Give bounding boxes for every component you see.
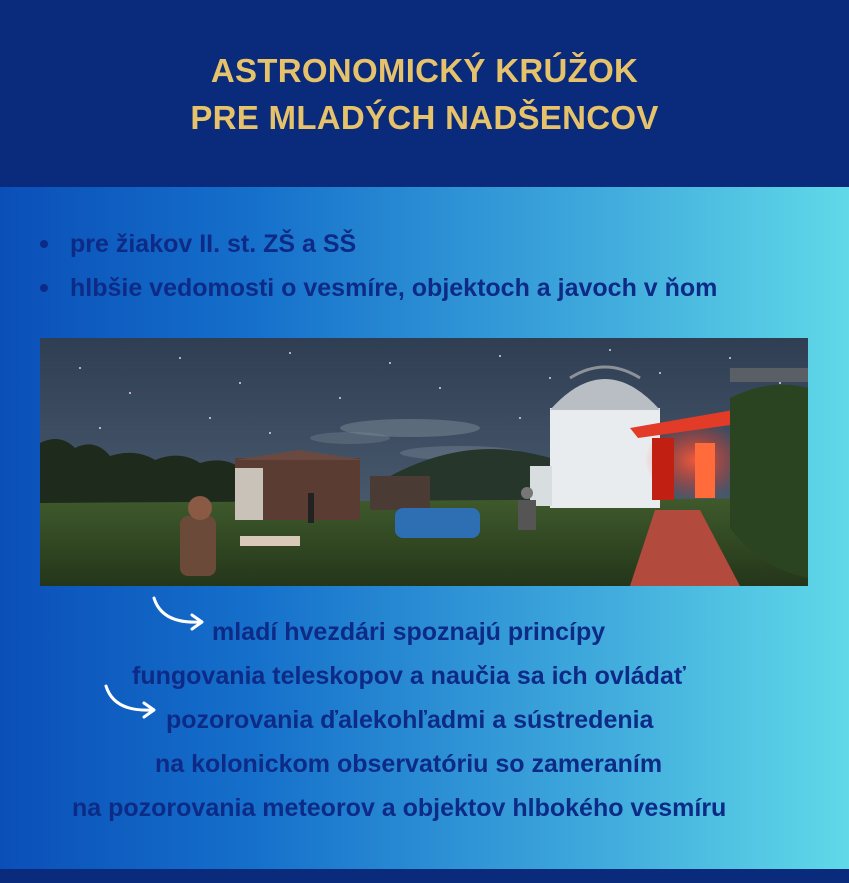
bullet-dot-icon [40,284,48,292]
bullet-text: hlbšie vedomosti o vesmíre, objektoch a javoch v ňom [70,274,718,302]
curved-arrow-icon [100,684,162,722]
description-line-1: mladí hvezdári spoznajú princípy [212,618,606,646]
description-line-3: pozorovania ďalekohľadmi a sústredenia [166,706,654,734]
bullet-item [40,266,717,310]
bullet-dot-icon [40,240,48,248]
bullet-item [40,222,717,266]
description-line-4: na kolonickom observatóriu so zameraním [155,750,663,778]
description-line-2: fungovania teleskopov a naučia sa ich ovládať [132,662,686,690]
observatory-night-photo-icon [40,338,808,586]
bullet-list [40,222,717,310]
page-title-line-2: PRE MLADÝCH NADŠENCOV [190,98,659,136]
description-line-5: na pozorovania meteorov a objektov hlbokého vesmíru [72,794,727,822]
bullet-text: pre žiakov II. st. ZŠ a SŠ [70,230,357,258]
header-banner [0,0,849,187]
curved-arrow-icon [148,596,210,634]
observatory-photo [40,338,808,586]
page-title-line-1: ASTRONOMICKÝ KRÚŽOK [210,51,639,89]
footer-bar [0,869,849,883]
